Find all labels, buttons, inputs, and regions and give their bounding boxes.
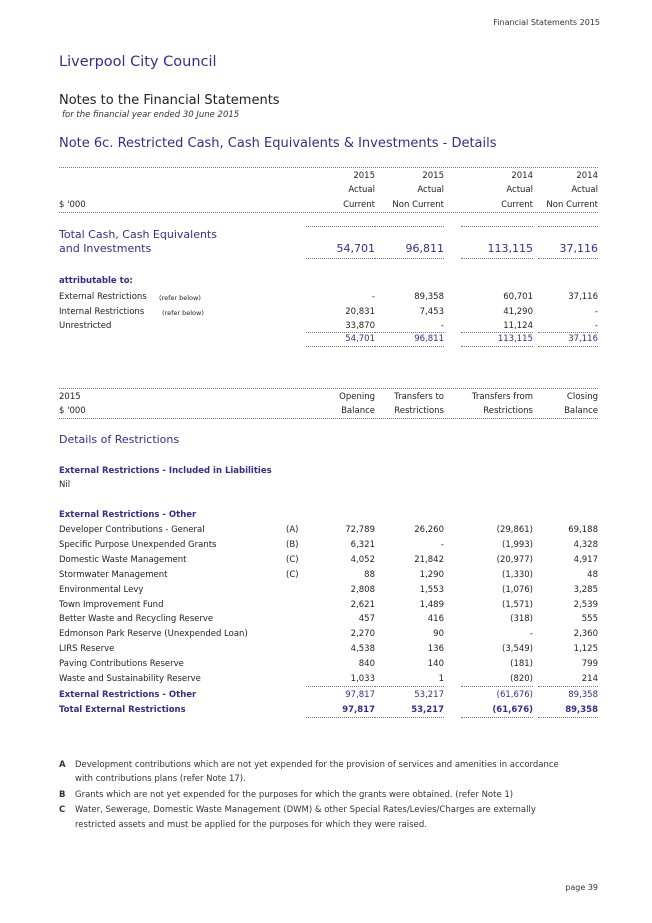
cell: 2,621 (350, 600, 375, 610)
cell: 20,831 (345, 307, 375, 317)
subtotal-value: 53,217 (414, 690, 444, 700)
cell: - (594, 307, 598, 317)
cell: 2,539 (573, 600, 598, 610)
divider (375, 346, 444, 347)
divider (306, 717, 375, 718)
period-text: for the financial year ended 30 June 2015 (62, 110, 240, 120)
row-label: Developer Contributions - General (59, 525, 205, 535)
divider (461, 346, 533, 347)
cell: (1,571) (502, 600, 533, 610)
cell: (181) (510, 659, 533, 669)
total-value: 53,217 (411, 705, 444, 715)
cell: 72,789 (345, 525, 375, 535)
cell: 4,538 (350, 644, 375, 654)
divider (306, 258, 375, 259)
cell: 140 (427, 659, 444, 669)
col4-year: 2014 (576, 171, 598, 181)
cell: - (594, 321, 598, 331)
col2-year: 2015 (422, 171, 444, 181)
divider (375, 686, 444, 687)
row-note: (refer below) (162, 309, 204, 317)
row-label: Edmonson Park Reserve (Unexpended Loan) (59, 629, 248, 639)
attributable-label: attributable to: (59, 276, 133, 286)
divider (538, 258, 598, 259)
cell: 4,328 (573, 540, 598, 550)
cell: - (440, 321, 444, 331)
cell: (20,977) (496, 555, 533, 565)
cell: 457 (358, 614, 375, 624)
row-note: (refer below) (159, 294, 201, 302)
cell: (29,861) (496, 525, 533, 535)
divider (59, 167, 598, 168)
cell: (318) (510, 614, 533, 624)
col1-type: Actual (348, 185, 375, 195)
note-title: Note 6c. Restricted Cash, Cash Equivalents & Investments - Details (59, 136, 497, 151)
cell: 41,290 (503, 307, 533, 317)
page-header: Financial Statements 2015 (493, 18, 600, 27)
total-cash-value: 54,701 (336, 242, 375, 255)
col-header: Balance (564, 406, 598, 416)
council-name: Liverpool City Council (59, 54, 217, 70)
divider (375, 258, 444, 259)
cell: 60,701 (503, 292, 533, 302)
total-cash-value: 37,116 (559, 242, 598, 255)
subtotal-label: External Restrictions - Other (59, 690, 197, 700)
col-header: Opening (339, 392, 375, 402)
cell: (820) (510, 674, 533, 684)
cell: - (440, 540, 444, 550)
ext-liab-value: Nil (59, 480, 71, 490)
cell: 37,116 (568, 292, 598, 302)
cell: 90 (433, 629, 444, 639)
divider (375, 717, 444, 718)
row-note: (B) (286, 540, 299, 550)
col4-kind: Non Current (546, 200, 598, 210)
col-header: Balance (341, 406, 375, 416)
col3-type: Actual (506, 185, 533, 195)
col3-year: 2014 (511, 171, 533, 181)
divider (306, 332, 375, 333)
divider (538, 346, 598, 347)
divider (538, 226, 598, 227)
cell: 26,260 (414, 525, 444, 535)
cell: 1,290 (419, 570, 444, 580)
cell: (1,076) (502, 585, 533, 595)
unit-label: $ '000 (59, 200, 86, 210)
row-label: External Restrictions (59, 292, 147, 302)
divider (538, 717, 598, 718)
sum-value: 37,116 (568, 334, 598, 344)
cell: (1,993) (502, 540, 533, 550)
footnote-key: A (59, 760, 66, 770)
cell: 4,917 (573, 555, 598, 565)
sum-value: 54,701 (345, 334, 375, 344)
row-label: Stormwater Management (59, 570, 168, 580)
cell: 88 (364, 570, 375, 580)
cell: (3,549) (502, 644, 533, 654)
divider (461, 258, 533, 259)
footnote-text: with contributions plans (refer Note 17). (75, 774, 246, 784)
col4-type: Actual (571, 185, 598, 195)
cell: - (371, 292, 375, 302)
cell: 2,360 (573, 629, 598, 639)
footnote-text: Development contributions which are not yet expended for the provision of services and amenities in accordance (75, 760, 559, 770)
divider (538, 332, 598, 333)
row-label: Internal Restrictions (59, 307, 145, 317)
row-note: (C) (286, 555, 299, 565)
details-title: Details of Restrictions (59, 433, 180, 446)
col1-kind: Current (343, 200, 375, 210)
col2-type: Actual (417, 185, 444, 195)
footnote-text: Water, Sewerage, Domestic Waste Management (DWM) & other Special Rates/Levies/Charges are externally (75, 805, 536, 815)
cell: 3,285 (573, 585, 598, 595)
divider (461, 332, 533, 333)
footnote-text: restricted assets and must be applied for the purposes for which they were raised. (75, 820, 427, 830)
ext-liab-title: External Restrictions - Included in Liabilities (59, 466, 272, 476)
row-label: Waste and Sustainability Reserve (59, 674, 201, 684)
cell: 33,870 (345, 321, 375, 331)
row-label: Domestic Waste Management (59, 555, 187, 565)
divider (461, 226, 533, 227)
col2-kind: Non Current (392, 200, 444, 210)
divider (59, 418, 598, 419)
row-note: (A) (286, 525, 299, 535)
table2-year: 2015 (59, 392, 81, 402)
divider (375, 332, 444, 333)
total-value: (61,676) (492, 705, 533, 715)
divider (306, 226, 375, 227)
cell: - (529, 629, 533, 639)
row-note: (C) (286, 570, 299, 580)
total-cash-label: Total Cash, Cash Equivalents (59, 228, 217, 241)
col-header: Transfers from (471, 392, 533, 402)
cell: 6,321 (350, 540, 375, 550)
cell: 48 (587, 570, 598, 580)
page-number: page 39 (565, 883, 598, 892)
cell: 1,033 (350, 674, 375, 684)
total-cash-value: 96,811 (405, 242, 444, 255)
cell: 89,358 (414, 292, 444, 302)
cell: 1 (438, 674, 444, 684)
col-header: Transfers to (394, 392, 444, 402)
cell: 416 (427, 614, 444, 624)
row-label: Better Waste and Recycling Reserve (59, 614, 214, 624)
cell: 2,808 (350, 585, 375, 595)
footnote-key: C (59, 805, 66, 815)
cell: 69,188 (568, 525, 598, 535)
cell: 799 (581, 659, 598, 669)
cell: 1,553 (419, 585, 444, 595)
cell: 21,842 (414, 555, 444, 565)
divider (538, 686, 598, 687)
row-label: LIRS Reserve (59, 644, 115, 654)
col-header: Restrictions (394, 406, 444, 416)
table2-unit: $ '000 (59, 406, 86, 416)
total-label: Total External Restrictions (59, 705, 186, 715)
divider (375, 226, 444, 227)
cell: 7,453 (419, 307, 444, 317)
sum-value: 96,811 (414, 334, 444, 344)
cell: 840 (358, 659, 375, 669)
cell: 2,270 (350, 629, 375, 639)
footnote-key: B (59, 790, 66, 800)
cell: 214 (581, 674, 598, 684)
row-label: Unrestricted (59, 321, 112, 331)
divider (461, 717, 533, 718)
divider (59, 212, 598, 213)
row-label: Specific Purpose Unexpended Grants (59, 540, 217, 550)
footnote-text: Grants which are not yet expended for the purposes for which the grants were obtained. (refer Note 1) (75, 790, 514, 800)
subtotal-value: (61,676) (496, 690, 533, 700)
col1-year: 2015 (353, 171, 375, 181)
ext-other-title: External Restrictions - Other (59, 510, 197, 520)
divider (59, 388, 598, 389)
divider (306, 346, 375, 347)
cell: 1,489 (419, 600, 444, 610)
cell: 555 (581, 614, 598, 624)
total-value: 89,358 (565, 705, 598, 715)
cell: 4,052 (350, 555, 375, 565)
subtotal-value: 97,817 (345, 690, 375, 700)
row-label: Town Improvement Fund (59, 600, 164, 610)
notes-title: Notes to the Financial Statements (59, 93, 280, 108)
divider (306, 686, 375, 687)
divider (461, 686, 533, 687)
col-header: Closing (566, 392, 598, 402)
col-header: Restrictions (483, 406, 533, 416)
subtotal-value: 89,358 (568, 690, 598, 700)
cell: (1,330) (502, 570, 533, 580)
total-cash-value: 113,115 (487, 242, 533, 255)
cell: 11,124 (503, 321, 533, 331)
row-label: Environmental Levy (59, 585, 144, 595)
row-label: Paving Contributions Reserve (59, 659, 184, 669)
cell: 136 (427, 644, 444, 654)
col3-kind: Current (501, 200, 533, 210)
total-cash-label: and Investments (59, 242, 152, 255)
cell: 1,125 (573, 644, 598, 654)
total-value: 97,817 (342, 705, 375, 715)
sum-value: 113,115 (497, 334, 533, 344)
